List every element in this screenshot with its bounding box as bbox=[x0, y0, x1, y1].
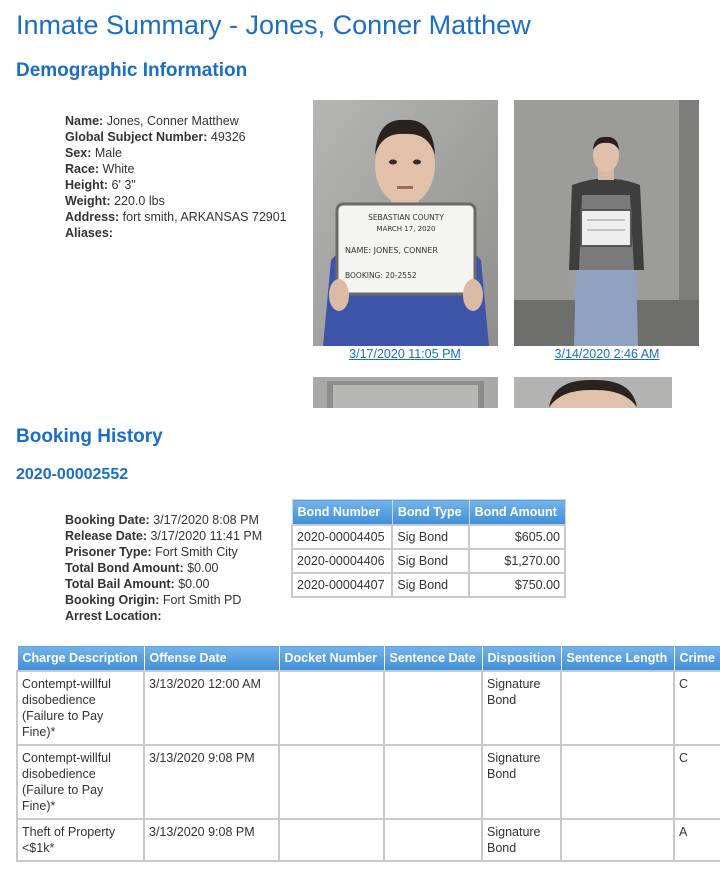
mugshot-photo-3[interactable] bbox=[313, 377, 498, 408]
mugshot-2-image bbox=[514, 100, 699, 346]
bond-number-cell: 2020-00004407 bbox=[292, 573, 392, 597]
mugshot-4-image bbox=[514, 377, 672, 408]
mugshot-1-date-link[interactable]: 3/17/2020 11:05 PM bbox=[349, 347, 461, 361]
info-name: Name: Jones, Conner Matthew bbox=[65, 114, 239, 128]
booking-number: 2020-00002552 bbox=[16, 466, 129, 483]
info-total-bond-amount: Total Bond Amount: $0.00 bbox=[65, 561, 219, 575]
mugshot-photo-2[interactable] bbox=[514, 100, 699, 346]
mugshot-3-image bbox=[313, 377, 498, 408]
bond-header-row bbox=[292, 500, 565, 526]
bond-amount-cell: $750.00 bbox=[469, 573, 565, 597]
offense-date-header[interactable]: Offense Date bbox=[144, 646, 279, 672]
crime-class-cell: C bbox=[674, 745, 720, 819]
info-height: Height: 6' 3" bbox=[65, 178, 136, 192]
table-row bbox=[17, 819, 720, 861]
charges-header-row bbox=[17, 646, 720, 672]
bond-amount-cell: $1,270.00 bbox=[469, 549, 565, 573]
sentence-date-header[interactable]: Sentence Date bbox=[384, 646, 482, 672]
docket-number-cell bbox=[279, 745, 384, 819]
page-title: Inmate Summary - Jones, Conner Matthew bbox=[16, 10, 531, 40]
mugshot-2-date-link[interactable]: 3/14/2020 2:46 AM bbox=[554, 347, 660, 361]
info-address: Address: fort smith, ARKANSAS 72901 bbox=[65, 210, 287, 224]
sentence-date-cell bbox=[384, 745, 482, 819]
info-weight: Weight: 220.0 lbs bbox=[65, 194, 165, 208]
info-release-date: Release Date: 3/17/2020 11:41 PM bbox=[65, 529, 263, 543]
info-total-bail-amount: Total Bail Amount: $0.00 bbox=[65, 577, 210, 591]
sign-text-county: SEBASTIAN COUNTY bbox=[368, 213, 444, 222]
booking-history-heading: Booking History bbox=[16, 426, 163, 447]
sentence-date-cell bbox=[384, 671, 482, 745]
bond-number-cell: 2020-00004406 bbox=[292, 549, 392, 573]
booking-info bbox=[65, 512, 262, 624]
info-race: Race: White bbox=[65, 162, 135, 176]
bond-table bbox=[291, 499, 566, 598]
docket-number-cell bbox=[279, 671, 384, 745]
sentence-date-cell bbox=[384, 819, 482, 861]
sign-text-date: MARCH 17, 2020 bbox=[376, 225, 436, 233]
info-booking-date: Booking Date: 3/17/2020 8:08 PM bbox=[65, 513, 259, 527]
mugshot-photo-1[interactable] bbox=[313, 100, 498, 346]
charges-table bbox=[16, 645, 720, 862]
offense-date-cell: 3/13/2020 9:08 PM bbox=[144, 819, 279, 861]
bond-type-cell: Sig Bond bbox=[392, 525, 469, 549]
bond-type-cell: Sig Bond bbox=[392, 573, 469, 597]
info-arrest-location: Arrest Location: bbox=[65, 609, 162, 623]
info-sex: Sex: Male bbox=[65, 146, 122, 160]
bond-number-header[interactable]: Bond Number bbox=[292, 500, 392, 526]
charge-description-cell: Contempt-willful disobedience (Failure to Pay Fine)* bbox=[17, 745, 144, 819]
sentence-length-cell bbox=[561, 745, 674, 819]
mugshot-1-image bbox=[313, 100, 498, 346]
charges-table-container bbox=[16, 645, 720, 877]
disposition-cell: Signature Bond bbox=[482, 745, 561, 819]
demographic-heading: Demographic Information bbox=[16, 60, 248, 81]
disposition-cell: Signature Bond bbox=[482, 671, 561, 745]
sign-text-name: NAME: JONES, CONNER bbox=[345, 246, 438, 255]
docket-number-cell bbox=[279, 819, 384, 861]
bond-type-header[interactable]: Bond Type bbox=[392, 500, 469, 526]
disposition-header[interactable]: Disposition bbox=[482, 646, 561, 672]
charge-description-cell: Theft of Property <$1k* bbox=[17, 819, 144, 861]
demographic-info bbox=[65, 113, 287, 241]
charge-description-header[interactable]: Charge Description bbox=[17, 646, 144, 672]
bond-type-cell: Sig Bond bbox=[392, 549, 469, 573]
offense-date-cell: 3/13/2020 12:00 AM bbox=[144, 671, 279, 745]
sentence-length-header[interactable]: Sentence Length bbox=[561, 646, 674, 672]
crime-class-header[interactable]: Crime bbox=[674, 646, 720, 672]
bond-amount-header[interactable]: Bond Amount bbox=[469, 500, 565, 526]
info-booking-origin: Booking Origin: Fort Smith PD bbox=[65, 593, 242, 607]
table-row bbox=[17, 745, 720, 819]
info-global-subject-number: Global Subject Number: 49326 bbox=[65, 130, 246, 144]
offense-date-cell: 3/13/2020 9:08 PM bbox=[144, 745, 279, 819]
table-row bbox=[292, 573, 565, 597]
info-aliases: Aliases: bbox=[65, 226, 113, 240]
table-row bbox=[292, 549, 565, 573]
table-row bbox=[292, 525, 565, 549]
disposition-cell: Signature Bond bbox=[482, 819, 561, 861]
bond-amount-cell: $605.00 bbox=[469, 525, 565, 549]
sign-text-booking: BOOKING: 20-2552 bbox=[345, 271, 417, 280]
sentence-length-cell bbox=[561, 671, 674, 745]
bond-number-cell: 2020-00004405 bbox=[292, 525, 392, 549]
sentence-length-cell bbox=[561, 819, 674, 861]
charge-description-cell: Contempt-willful disobedience (Failure to Pay Fine)* bbox=[17, 671, 144, 745]
mugshot-photo-4[interactable] bbox=[514, 377, 672, 408]
crime-class-cell: C bbox=[674, 671, 720, 745]
docket-number-header[interactable]: Docket Number bbox=[279, 646, 384, 672]
table-row bbox=[17, 671, 720, 745]
crime-class-cell: A bbox=[674, 819, 720, 861]
info-prisoner-type: Prisoner Type: Fort Smith City bbox=[65, 545, 238, 559]
